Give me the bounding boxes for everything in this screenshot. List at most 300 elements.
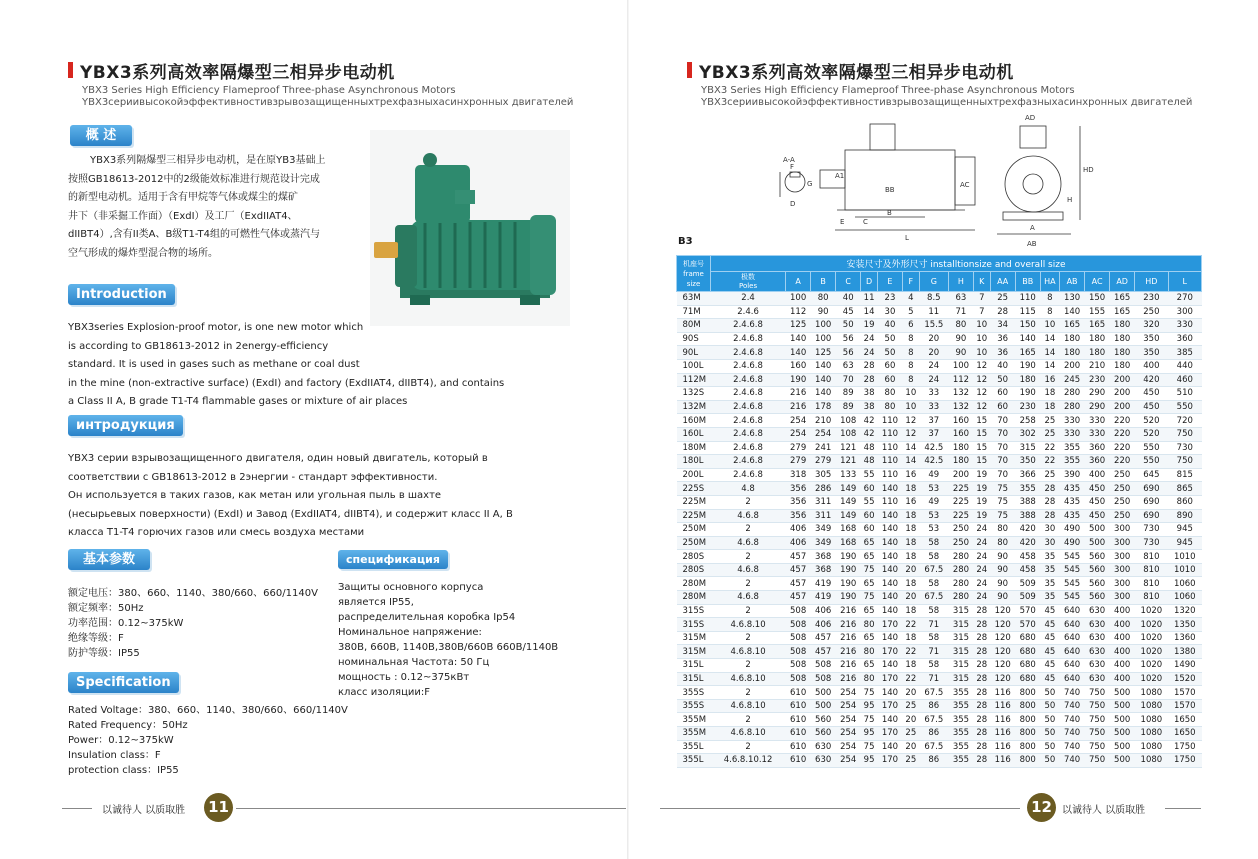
table-cell: 4.6.8.10	[711, 727, 786, 741]
page-title: YBX3系列高效率隔爆型三相异步电动机	[80, 63, 395, 83]
column-header: E	[877, 272, 902, 292]
table-cell: 4.6.8	[711, 563, 786, 577]
table-cell: 500	[1110, 713, 1135, 727]
table-cell: 4.6.8	[711, 509, 786, 523]
table-cell: 25	[990, 292, 1015, 306]
table-cell: 400	[1135, 359, 1168, 373]
table-cell: 356	[786, 482, 811, 496]
table-cell: 7	[973, 305, 990, 319]
table-cell: 70	[990, 441, 1015, 455]
table-cell: 67.5	[919, 591, 948, 605]
table-cell: 19	[973, 468, 990, 482]
table-cell: 1360	[1168, 631, 1201, 645]
table-cell: 560	[811, 727, 836, 741]
table-cell: 86	[919, 754, 948, 768]
table-cell: 610	[786, 699, 811, 713]
table-cell: 75	[990, 509, 1015, 523]
table-cell: 180	[1015, 373, 1040, 387]
table-cell: 216	[836, 631, 861, 645]
table-cell: 55	[861, 468, 878, 482]
table-cell: 610	[786, 686, 811, 700]
table-cell: 740	[1060, 727, 1085, 741]
table-cell: 25	[902, 699, 919, 713]
table-cell: 28	[973, 631, 990, 645]
table-cell: 250	[948, 523, 973, 537]
table-cell: 300	[1110, 577, 1135, 591]
table-cell: 750	[1085, 754, 1110, 768]
table-cell: 149	[836, 495, 861, 509]
spec-en-line: Power：0.12~375kW	[68, 735, 174, 746]
table-cell: 125	[811, 346, 836, 360]
table-cell: 230	[1015, 400, 1040, 414]
table-cell: 35	[1040, 591, 1059, 605]
table-cell: 89	[836, 387, 861, 401]
table-cell: 18	[902, 604, 919, 618]
drawing-label: D	[790, 200, 796, 208]
table-cell: 12	[902, 414, 919, 428]
table-cell: 508	[786, 659, 811, 673]
table-cell: 8	[902, 332, 919, 346]
table-cell: 350	[1015, 455, 1040, 469]
table-cell: 150	[1085, 292, 1110, 306]
table-cell: 140	[877, 740, 902, 754]
spec-en-line: Rated Frequency：50Hz	[68, 720, 188, 731]
table-cell: 14	[861, 305, 878, 319]
table-cell: 315	[948, 659, 973, 673]
table-cell: 16	[902, 495, 919, 509]
table-cell: 250	[1110, 495, 1135, 509]
table-cell: 311	[811, 509, 836, 523]
table-cell: 28	[973, 618, 990, 632]
table-cell: 50	[1040, 699, 1059, 713]
table-cell: 216	[836, 604, 861, 618]
table-cell: 315	[948, 672, 973, 686]
table-cell: 400	[1110, 645, 1135, 659]
table-cell: 120	[990, 645, 1015, 659]
table-cell: 110	[877, 455, 902, 469]
table-cell: 28	[973, 713, 990, 727]
table-cell: 75	[861, 713, 878, 727]
table-cell: 1060	[1168, 591, 1201, 605]
table-cell: 550	[1135, 455, 1168, 469]
table-cell: 22	[1040, 441, 1059, 455]
table-cell: 2.4.6.8	[711, 400, 786, 414]
column-header: A	[786, 272, 811, 292]
table-cell: 680	[1015, 659, 1040, 673]
table-cell: 1490	[1168, 659, 1201, 673]
table-cell: 355S	[677, 686, 711, 700]
table-cell: 330	[1085, 427, 1110, 441]
table-cell: 28	[861, 373, 878, 387]
table-cell: 53	[919, 523, 948, 537]
table-cell: 630	[1085, 631, 1110, 645]
table-cell: 5	[902, 305, 919, 319]
table-cell: 560	[1085, 550, 1110, 564]
table-cell: 58	[919, 577, 948, 591]
table-cell: 330	[1168, 319, 1201, 333]
table-cell: 132	[948, 400, 973, 414]
footer-divider	[62, 808, 92, 809]
table-cell: 22	[902, 645, 919, 659]
table-cell: 116	[990, 727, 1015, 741]
table-cell: 70	[836, 373, 861, 387]
table-cell: 388	[1015, 509, 1040, 523]
table-cell: 30	[877, 305, 902, 319]
table-cell: 18	[902, 659, 919, 673]
table-cell: 800	[1015, 699, 1040, 713]
table-cell: 550	[1135, 441, 1168, 455]
table-cell: 2.4.6.8	[711, 319, 786, 333]
table-cell: 545	[1060, 550, 1085, 564]
table-cell: 15	[973, 455, 990, 469]
table-cell: 450	[1135, 387, 1168, 401]
overview-line: YBX3系列隔爆型三相异步电动机，是在原YB3基础上	[90, 155, 326, 166]
table-cell: 250	[948, 536, 973, 550]
table-cell: 610	[786, 754, 811, 768]
table-cell: 645	[1135, 468, 1168, 482]
table-cell: 640	[1060, 604, 1085, 618]
table-cell: 457	[786, 591, 811, 605]
drawing-label: A1	[835, 172, 845, 180]
specification-list	[68, 703, 348, 778]
table-cell: 250M	[677, 536, 711, 550]
table-cell: 630	[1085, 618, 1110, 632]
footer-divider	[660, 808, 1020, 809]
table-cell: 300	[1110, 536, 1135, 550]
table-cell: 350	[1135, 332, 1168, 346]
table-cell: 4.6.8.10	[711, 699, 786, 713]
table-cell: 355L	[677, 754, 711, 768]
table-row	[677, 659, 1202, 673]
table-cell: 1020	[1135, 659, 1168, 673]
table-cell: 95	[861, 727, 878, 741]
table-cell: 254	[786, 414, 811, 428]
frame-size-header: 机座号 frame size	[677, 256, 711, 292]
table-cell: 500	[1085, 536, 1110, 550]
table-cell: 90S	[677, 332, 711, 346]
table-cell: 60	[990, 387, 1015, 401]
table-cell: 690	[1135, 509, 1168, 523]
table-cell: 80	[990, 536, 1015, 550]
specification-tab: Specification	[68, 672, 179, 693]
table-cell: 180M	[677, 441, 711, 455]
table-cell: 4.8	[711, 482, 786, 496]
table-cell: 170	[877, 645, 902, 659]
table-cell: 42.5	[919, 455, 948, 469]
table-cell: 116	[990, 699, 1015, 713]
table-cell: 10	[902, 387, 919, 401]
table-cell: 800	[1015, 740, 1040, 754]
subtitle-ru: YBX3сериивысокойэффективностивзрывозащищенныхтрехфазныхасинхронных двигателей	[701, 97, 1193, 108]
table-label: B3	[678, 236, 693, 247]
table-cell: 140	[1015, 332, 1040, 346]
table-cell: 10	[973, 332, 990, 346]
table-cell: 75	[990, 482, 1015, 496]
table-cell: 225S	[677, 482, 711, 496]
table-cell: 28	[973, 645, 990, 659]
table-cell: 800	[1015, 686, 1040, 700]
table-cell: 24	[973, 591, 990, 605]
overview-text	[68, 152, 368, 263]
table-cell: 71	[919, 618, 948, 632]
table-cell: 4.6.8.10	[711, 672, 786, 686]
table-cell: 280	[948, 591, 973, 605]
table-cell: 75	[990, 495, 1015, 509]
table-cell: 50	[1040, 740, 1059, 754]
table-cell: 110	[877, 427, 902, 441]
table-cell: 1080	[1135, 686, 1168, 700]
table-cell: 80	[877, 400, 902, 414]
table-cell: 35	[1040, 577, 1059, 591]
table-cell: 2.4.6.8	[711, 468, 786, 482]
overview-line: 按照GB18613-2012中的2级能效标准进行规范设计完成	[68, 173, 320, 185]
table-cell: 24	[919, 373, 948, 387]
table-cell: 180	[1110, 319, 1135, 333]
table-cell: 63M	[677, 292, 711, 306]
table-cell: 300	[1168, 305, 1201, 319]
intro-line: in the mine (non-extractive surface) (ExdI) and factory (ExdIIAT4, dIIBT4), and contains	[68, 377, 505, 389]
table-cell: 67.5	[919, 686, 948, 700]
table-cell: 23	[877, 292, 902, 306]
table-cell: 545	[1060, 563, 1085, 577]
table-cell: 500	[1085, 523, 1110, 537]
table-cell: 80M	[677, 319, 711, 333]
basic-param: 防护等级：IP55	[68, 648, 140, 659]
table-cell: 115	[1015, 305, 1040, 319]
table-body	[677, 292, 1202, 768]
table-row	[677, 332, 1202, 346]
table-cell: 355	[1060, 455, 1085, 469]
table-cell: 180	[1110, 346, 1135, 360]
table-cell: 640	[1060, 645, 1085, 659]
table-cell: 160	[948, 414, 973, 428]
table-cell: 740	[1060, 740, 1085, 754]
table-cell: 140	[811, 387, 836, 401]
table-cell: 730	[1135, 536, 1168, 550]
table-cell: 42	[861, 427, 878, 441]
table-cell: 1520	[1168, 672, 1201, 686]
table-cell: 42	[861, 414, 878, 428]
drawing-label: F	[790, 163, 795, 171]
table-cell: 508	[786, 631, 811, 645]
table-cell: 640	[1060, 659, 1085, 673]
table-cell: 165	[1015, 346, 1040, 360]
table-cell: 12	[973, 400, 990, 414]
table-cell: 20	[902, 563, 919, 577]
table-cell: 48	[861, 441, 878, 455]
table-cell: 1570	[1168, 699, 1201, 713]
group-header: 安装尺寸及外形尺寸 installtionsize and overall size	[711, 256, 1202, 272]
spec-ru-line: является IP55,	[338, 597, 414, 608]
table-cell: 45	[1040, 645, 1059, 659]
overview-line: 的新型电动机。适用于含有甲烷等气体或煤尘的煤矿	[68, 192, 298, 203]
table-cell: 4.6.8.10	[711, 645, 786, 659]
table-cell: 610	[786, 713, 811, 727]
table-cell: 80	[811, 292, 836, 306]
table-cell: 165	[1085, 319, 1110, 333]
table-cell: 400	[1110, 659, 1135, 673]
table-cell: 318	[786, 468, 811, 482]
table-cell: 70	[990, 414, 1015, 428]
table-cell: 170	[877, 618, 902, 632]
table-row	[677, 713, 1202, 727]
table-cell: 28	[861, 359, 878, 373]
table-cell: 70	[990, 455, 1015, 469]
table-cell: 680	[1015, 645, 1040, 659]
table-cell: 20	[902, 740, 919, 754]
table-cell: 24	[973, 563, 990, 577]
table-cell: 132S	[677, 387, 711, 401]
table-cell: 750	[1085, 699, 1110, 713]
spec-ru-tab: спецификация	[338, 550, 448, 569]
table-cell: 355	[1060, 441, 1085, 455]
table-cell: 356	[786, 509, 811, 523]
table-row	[677, 495, 1202, 509]
table-cell: 1010	[1168, 563, 1201, 577]
ru-line: соответствии с GB18613-2012 в 2энергии - стандарт эффективности.	[68, 471, 438, 483]
table-cell: 168	[836, 523, 861, 537]
table-cell: 241	[811, 441, 836, 455]
table-cell: 45	[1040, 604, 1059, 618]
subtitle-en: YBX3 Series High Efficiency Flameproof Three-phase Asynchronous Motors	[82, 85, 456, 96]
table-cell: 60	[861, 523, 878, 537]
table-row	[677, 699, 1202, 713]
table-cell: 120	[990, 659, 1015, 673]
table-cell: 18	[902, 509, 919, 523]
table-cell: 355	[948, 686, 973, 700]
drawing-label: A	[1030, 224, 1035, 232]
table-cell: 110	[1015, 292, 1040, 306]
ru-line: YBX3 серии взрывозащищенного двигателя, один новый двигатель, который в	[68, 453, 488, 464]
page-number: 12	[1027, 793, 1056, 822]
spec-ru-line: мощность : 0.12~375кВт	[338, 672, 470, 683]
table-cell: 190	[836, 550, 861, 564]
table-cell: 315	[948, 604, 973, 618]
table-cell: 45	[1040, 631, 1059, 645]
table-cell: 20	[902, 591, 919, 605]
footer-slogan: 以诚待人 以质取胜	[1062, 805, 1146, 816]
table-cell: 315S	[677, 618, 711, 632]
table-cell: 311	[811, 495, 836, 509]
table-cell: 420	[1015, 536, 1040, 550]
table-cell: 60	[861, 509, 878, 523]
table-cell: 90	[811, 305, 836, 319]
subtitle-ru: YBX3сериивысокойэффективностивзрывозащищенныхтрехфазныхасинхронных двигателей	[82, 97, 574, 108]
table-cell: 35	[1040, 550, 1059, 564]
table-cell: 28	[1040, 482, 1059, 496]
table-cell: 720	[1168, 414, 1201, 428]
table-cell: 406	[811, 618, 836, 632]
table-cell: 18	[902, 550, 919, 564]
table-cell: 180L	[677, 455, 711, 469]
table-cell: 435	[1060, 495, 1085, 509]
table-cell: 490	[1060, 523, 1085, 537]
table-cell: 200	[1110, 400, 1135, 414]
table-cell: 140	[786, 332, 811, 346]
table-cell: 280S	[677, 563, 711, 577]
table-cell: 25	[902, 754, 919, 768]
drawing-label: A-A	[783, 156, 795, 164]
table-cell: 90	[990, 577, 1015, 591]
table-row	[677, 292, 1202, 306]
table-cell: 60	[877, 373, 902, 387]
table-cell: 355	[948, 699, 973, 713]
table-cell: 680	[1015, 631, 1040, 645]
ru-line: класса T1-T4 горючих газов или смесь воздуха местами	[68, 527, 365, 538]
table-cell: 116	[990, 713, 1015, 727]
table-cell: 360	[1085, 455, 1110, 469]
table-cell: 280	[1060, 400, 1085, 414]
table-cell: 320	[1135, 319, 1168, 333]
table-cell: 28	[1040, 509, 1059, 523]
basic-param: 额定频率：50Hz	[68, 603, 144, 614]
column-header: F	[902, 272, 919, 292]
table-cell: 190	[1015, 359, 1040, 373]
table-cell: 18	[902, 523, 919, 537]
table-cell: 71	[919, 672, 948, 686]
table-cell: 315	[948, 645, 973, 659]
table-cell: 810	[1135, 591, 1168, 605]
table-cell: 400	[1110, 604, 1135, 618]
table-cell: 254	[836, 699, 861, 713]
table-cell: 180	[1085, 346, 1110, 360]
table-cell: 14	[1040, 346, 1059, 360]
table-cell: 1020	[1135, 618, 1168, 632]
table-cell: 100	[811, 319, 836, 333]
table-cell: 60	[877, 359, 902, 373]
table-cell: 12	[902, 427, 919, 441]
table-cell: 90	[990, 591, 1015, 605]
table-cell: 165	[1060, 319, 1085, 333]
table-cell: 250	[1110, 468, 1135, 482]
table-cell: 508	[786, 672, 811, 686]
table-cell: 4.6.8.10	[711, 618, 786, 632]
table-cell: 355S	[677, 699, 711, 713]
table-cell: 67.5	[919, 713, 948, 727]
table-cell: 406	[786, 536, 811, 550]
table-cell: 279	[811, 455, 836, 469]
table-cell: 150	[1015, 319, 1040, 333]
table-cell: 630	[1085, 659, 1110, 673]
table-cell: 2.4.6	[711, 305, 786, 319]
intro-line: YBX3series Explosion-proof motor, is one new motor which	[68, 322, 364, 333]
table-cell: 349	[811, 536, 836, 550]
table-cell: 140	[877, 536, 902, 550]
table-cell: 14	[902, 455, 919, 469]
table-cell: 890	[1168, 509, 1201, 523]
table-cell: 132	[948, 387, 973, 401]
table-cell: 390	[1060, 468, 1085, 482]
column-header: HA	[1040, 272, 1059, 292]
table-cell: 302	[1015, 427, 1040, 441]
table-cell: 216	[786, 400, 811, 414]
table-cell: 28	[973, 754, 990, 768]
table-cell: 1750	[1168, 740, 1201, 754]
table-cell: 457	[811, 645, 836, 659]
table-cell: 440	[1168, 359, 1201, 373]
table-cell: 80	[948, 319, 973, 333]
table-cell: 1020	[1135, 604, 1168, 618]
table-cell: 250M	[677, 523, 711, 537]
table-cell: 71	[919, 645, 948, 659]
table-cell: 315S	[677, 604, 711, 618]
table-cell: 740	[1060, 713, 1085, 727]
table-cell: 58	[919, 604, 948, 618]
table-cell: 690	[1135, 495, 1168, 509]
table-cell: 200	[948, 468, 973, 482]
table-cell: 50	[1040, 754, 1059, 768]
table-cell: 300	[1110, 591, 1135, 605]
